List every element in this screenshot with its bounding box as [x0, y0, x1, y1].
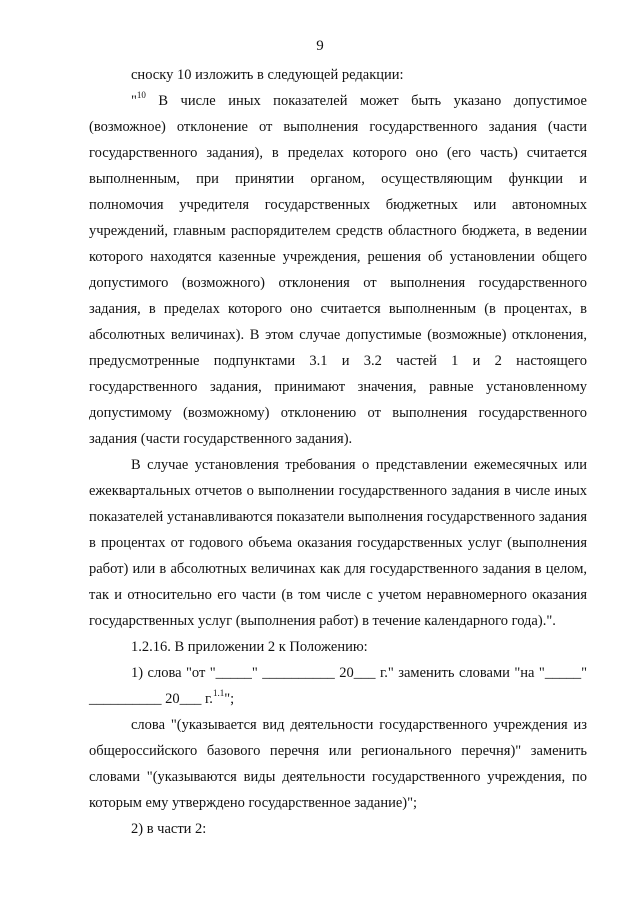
- document-body: [89, 62, 587, 842]
- page-number: 9: [316, 38, 324, 54]
- footnote-marker-1-1: 1.1: [212, 688, 225, 699]
- paragraph-item-1-2-16: 1.2.16. В приложении 2 к Положению:: [131, 639, 368, 655]
- paragraph-part-2: 2) в части 2:: [131, 821, 207, 837]
- replace-date-text: 1) слова "от "_____" __________ 20___ г." заменить словами "на "_____" __________ 20___ г.: [89, 665, 587, 707]
- replace-date-tail: ";: [224, 691, 235, 707]
- paragraph-monthly-reports: В случае установления требования о представлении ежемесячных или ежеквартальных отчетов о выполнении государственного задания в числе иных показателей устанавливаются показатели выполнения государственного задания в процентах от годового объема оказания государственных услуг (выполнения работ) или в абсолютных величинах как для государственного задания в целом, так и относительно его части (в том числе с учетом неравномерного оказания государственных услуг (выполнения работ) в течение календарного года).".: [89, 457, 587, 629]
- paragraph-replace-words: слова "(указывается вид деятельности государственного учреждения из общероссийского базового перечня или регионального перечня)" заменить словами "(указываются виды деятельности государственного учреждения, по которым ему утверждено государственное задание)";: [89, 717, 587, 811]
- paragraph-footnote-10: [89, 88, 587, 452]
- paragraph-replace-date: [89, 660, 587, 712]
- footnote-marker-10: 10: [136, 90, 146, 101]
- quote-mark: ": [131, 93, 137, 109]
- footnote-10-text: В числе иных показателей может быть указано допустимое (возможное) отклонение от выполнения государственного задания (части государственного задания), в пределах которого оно (его часть) считается выполненным, при принятии органом, осуществляющим функции и полномочия учредителя государственных бюджетных или автономных учреждений, главным распорядителем средств областного бюджета, в ведении которого находятся казенные учреждения, решения об установлении общего допустимого (возможного) отклонения от выполнения государственного задания, в пределах которого оно считается выполненным (в процентах, в абсолютных величинах). В этом случае допустимые (возможные) отклонения, предусмотренные подпунктами 3.1 и 3.2 частей 1 и 2 настоящего государственного задания, принимают значения, равные установленному допустимому (возможному) отклонению от выполнения государственного задания (части государственного задания).: [89, 93, 587, 447]
- paragraph-footnote-instruction: сноску 10 изложить в следующей редакции:: [131, 67, 404, 83]
